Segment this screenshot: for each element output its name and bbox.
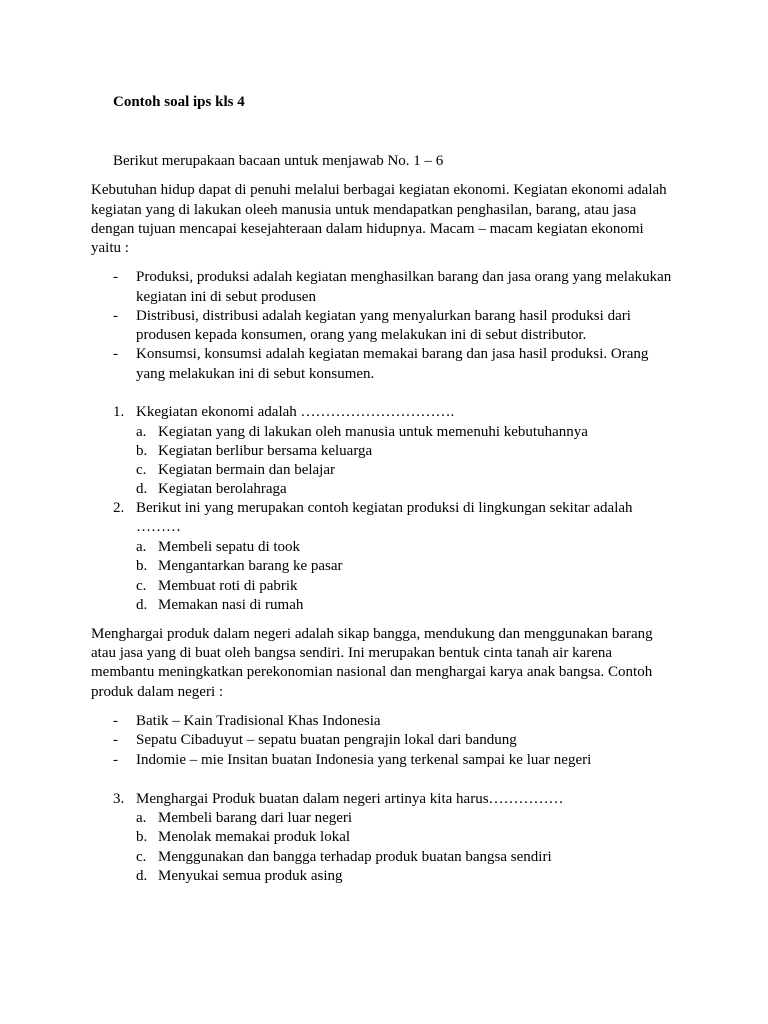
list-item-text: Produksi, produksi adalah kegiatan menghasilkan barang dan jasa orang yang melakukan — [136, 269, 672, 285]
option-letter: c. — [136, 849, 147, 865]
bullet-marker: - — [113, 752, 118, 768]
option-letter: a. — [136, 810, 147, 826]
question-text: Kkegiatan ekonomi adalah …………………………. — [136, 404, 455, 420]
paragraph-line: dengan tujuan mencapai kesejahteraan dalam hidupnya. Macam – macam kegiatan ekonomi — [91, 221, 644, 237]
option-text: Kegiatan yang di lakukan oleh manusia untuk memenuhi kebutuhannya — [158, 424, 588, 440]
option-letter: d. — [136, 481, 148, 497]
bullet-marker: - — [113, 732, 118, 748]
question-number: 2. — [113, 500, 125, 516]
paragraph-line: yaitu : — [91, 240, 129, 256]
question-text: Berikut ini yang merupakan contoh kegiatan produksi di lingkungan sekitar adalah — [136, 500, 633, 516]
list-item-text: produsen kepada konsumen, orang yang melakukan ini di sebut distributor. — [136, 327, 587, 343]
list-item-text: Indomie – mie Insitan buatan Indonesia yang terkenal sampai ke luar negeri — [136, 752, 592, 768]
list-item-text: Batik – Kain Tradisional Khas Indonesia — [136, 713, 381, 729]
intro-text: Berikut merupakaan bacaan untuk menjawab No. 1 – 6 — [113, 153, 444, 169]
option-letter: c. — [136, 578, 147, 594]
option-text: Menggunakan dan bangga terhadap produk buatan bangsa sendiri — [158, 849, 552, 865]
paragraph-line: membantu meningkatkan perekonomian nasional dan menghargai karya anak bangsa. Contoh — [91, 664, 653, 680]
paragraph-line: Menghargai produk dalam negeri adalah sikap bangga, mendukung dan menggunakan barang — [91, 626, 653, 642]
option-text: Kegiatan berolahraga — [158, 481, 287, 497]
option-letter: a. — [136, 539, 147, 555]
option-text: Membeli sepatu di took — [158, 539, 301, 555]
paragraph-line: atau jasa yang di buat oleh bangsa sendiri. Ini merupakan bentuk cinta tanah air karena — [91, 645, 613, 661]
bullet-marker: - — [113, 346, 118, 362]
option-letter: b. — [136, 558, 148, 574]
option-letter: b. — [136, 443, 148, 459]
question-number: 3. — [113, 791, 125, 807]
list-item-text: yang melakukan ini di sebut konsumen. — [136, 366, 375, 382]
option-letter: d. — [136, 597, 148, 613]
option-letter: d. — [136, 868, 148, 884]
question-text: ……… — [136, 519, 181, 535]
bullet-marker: - — [113, 713, 118, 729]
bullet-marker: - — [113, 308, 118, 324]
list-item-text: Distribusi, distribusi adalah kegiatan yang menyalurkan barang hasil produksi dari — [136, 308, 631, 324]
paragraph-line: kegiatan yang di lakukan oleeh manusia untuk mendapatkan penghasilan, barang, atau jasa — [91, 202, 637, 218]
bullet-marker: - — [113, 269, 118, 285]
option-text: Menyukai semua produk asing — [158, 868, 343, 884]
list-item-text: Konsumsi, konsumsi adalah kegiatan memakai barang dan jasa hasil produksi. Orang — [136, 346, 649, 362]
option-text: Membeli barang dari luar negeri — [158, 810, 353, 826]
option-text: Membuat roti di pabrik — [158, 578, 298, 594]
question-text: Menghargai Produk buatan dalam negeri artinya kita harus…………… — [136, 791, 564, 807]
paragraph-line: Kebutuhan hidup dapat di penuhi melalui berbagai kegiatan ekonomi. Kegiatan ekonomi adalah — [91, 182, 667, 198]
list-item-text: Sepatu Cibaduyut – sepatu buatan pengrajin lokal dari bandung — [136, 732, 517, 748]
list-item-text: kegiatan ini di sebut produsen — [136, 289, 316, 305]
option-letter: b. — [136, 829, 148, 845]
option-letter: c. — [136, 462, 147, 478]
option-text: Mengantarkan barang ke pasar — [158, 558, 343, 574]
paragraph-line: produk dalam negeri : — [91, 684, 224, 700]
option-text: Menolak memakai produk lokal — [158, 829, 351, 845]
question-number: 1. — [113, 404, 125, 420]
option-text: Kegiatan bermain dan belajar — [158, 462, 335, 478]
option-letter: a. — [136, 424, 147, 440]
page-title: Contoh soal ips kls 4 — [113, 94, 245, 110]
option-text: Memakan nasi di rumah — [158, 597, 304, 613]
option-text: Kegiatan berlibur bersama keluarga — [158, 443, 373, 459]
